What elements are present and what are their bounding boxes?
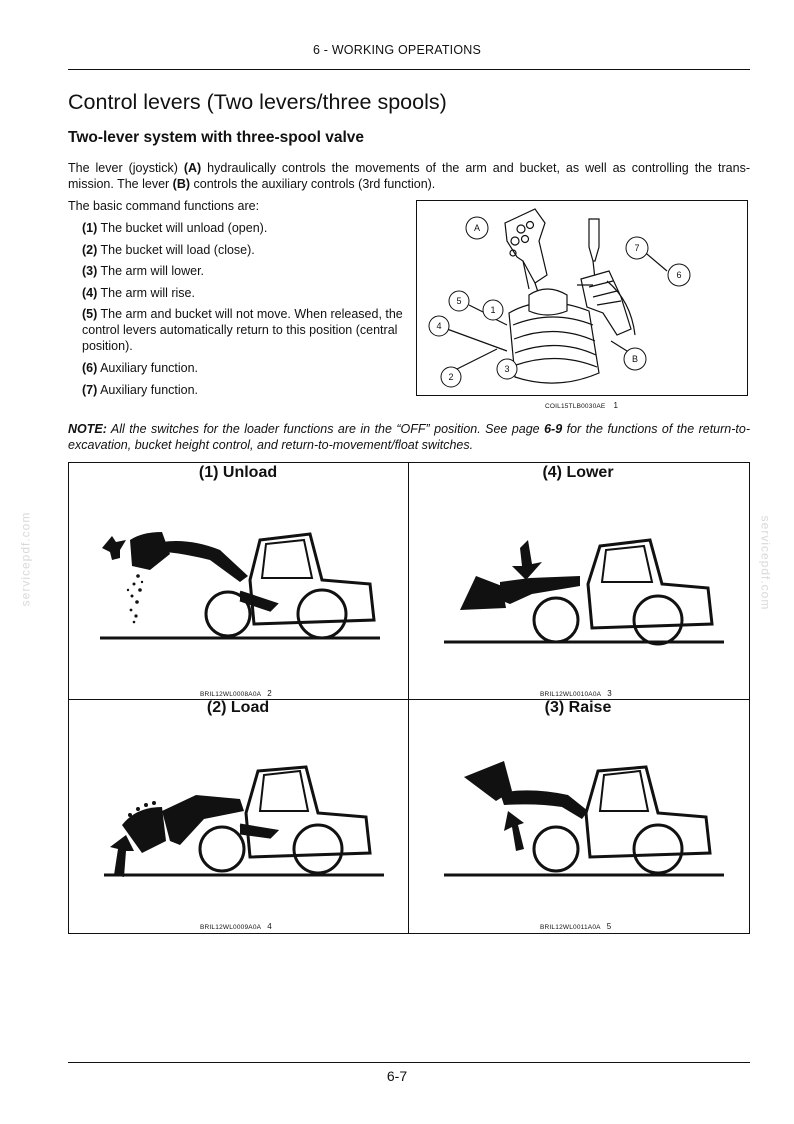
function-text: The arm and bucket will not move. When released, the control levers automatically return to this position (central position). — [82, 307, 403, 353]
function-item — [82, 263, 404, 279]
lever-illustration — [417, 201, 747, 395]
intro-text-1: The lever (joystick) — [68, 161, 184, 175]
function-text: Auxiliary function. — [97, 361, 199, 375]
panel-title-raise: (3) Raise — [544, 699, 612, 716]
svg-text:B: B — [631, 354, 639, 364]
function-text: Auxiliary function. — [97, 383, 199, 397]
panel-number: 3 — [607, 689, 612, 698]
callout-3 — [497, 359, 517, 379]
function-item — [82, 360, 404, 376]
svg-text:2: 2 — [448, 372, 454, 382]
function-item — [82, 220, 404, 236]
page-title: Control levers (Two levers/three spools) — [68, 90, 447, 114]
lever-figure — [416, 200, 748, 396]
panel-title-load: (2) Load — [206, 699, 270, 716]
callout-6 — [668, 264, 690, 286]
note-text-1: All the switches for the loader functions are in the “OFF” position. See page — [106, 422, 545, 436]
callout-2 — [441, 367, 461, 387]
panel-caption — [200, 922, 272, 931]
function-number: (5) — [82, 307, 98, 321]
watermark-left: servicepdf.com — [18, 511, 33, 607]
function-item — [82, 285, 404, 301]
svg-text:3: 3 — [504, 364, 510, 374]
arrow-up-icon — [504, 811, 524, 851]
svg-text:5: 5 — [456, 296, 462, 306]
panel-number: 5 — [606, 922, 612, 931]
footer-rule — [68, 1062, 750, 1063]
loader-load-illustration — [100, 755, 390, 885]
panel-title-unload: (1) Unload — [198, 464, 278, 481]
note-page-ref: 6-9 — [544, 422, 563, 436]
arrow-down-icon — [512, 540, 542, 580]
intro-lever-b: (B) — [172, 177, 191, 191]
note-text-2: for the functions of the return-to-excavation, bucket height control, and return-to-movement/float switches. — [68, 422, 750, 452]
function-number: (7) — [82, 383, 98, 397]
intro-text-3: controls the auxiliary controls (3rd function). — [190, 177, 436, 191]
callout-a — [466, 217, 488, 239]
svg-text:A: A — [473, 223, 481, 233]
loader-lower-illustration — [440, 520, 730, 650]
function-number: (2) — [82, 243, 98, 257]
function-number: (4) — [82, 286, 98, 300]
note-paragraph — [68, 421, 750, 453]
panel-number: 2 — [267, 689, 272, 698]
function-text: The arm will rise. — [97, 286, 195, 300]
spill-particles — [127, 574, 143, 623]
function-item — [82, 382, 404, 398]
function-number: (1) — [82, 221, 98, 235]
panel-number: 4 — [267, 922, 272, 931]
panel-caption-code: BRIL12WL0008A0A — [200, 691, 262, 698]
svg-text:6: 6 — [676, 270, 682, 280]
svg-text:1: 1 — [490, 305, 496, 315]
figure-caption-code: COIL15TLB0030AE — [545, 403, 606, 410]
panel-caption — [540, 922, 611, 931]
panel-caption-code: BRIL12WL0009A0A — [200, 924, 262, 931]
intro-text-2: hydraulically controls the movements of the arm and bucket, as well as controlling the trans- mission. The lever — [68, 161, 750, 191]
loader-raise-illustration — [440, 755, 730, 885]
panel-caption-code: BRIL12WL0010A0A — [540, 691, 602, 698]
page-number: 6-7 — [386, 1068, 408, 1084]
panel-caption-code: BRIL12WL0011A0A — [540, 924, 601, 931]
function-text: The arm will lower. — [97, 264, 205, 278]
callout-4 — [429, 316, 449, 336]
basic-functions-label: The basic command functions are: — [68, 199, 260, 213]
function-number: (3) — [82, 264, 98, 278]
callout-b — [624, 348, 646, 370]
intro-lever-a: (A) — [183, 161, 202, 175]
function-item — [82, 242, 404, 258]
callout-5 — [449, 291, 469, 311]
arrow-up-icon — [110, 835, 134, 877]
loader-unload-illustration — [90, 520, 390, 650]
function-text: The bucket will unload (open). — [97, 221, 268, 235]
callout-7 — [626, 237, 648, 259]
grid-divider-vertical — [408, 462, 409, 934]
panel-title-lower: (4) Lower — [542, 464, 614, 481]
function-item — [82, 306, 404, 354]
section-subtitle: Two-lever system with three-spool valve — [68, 129, 365, 146]
svg-text:7: 7 — [634, 243, 640, 253]
function-text: The bucket will load (close). — [97, 243, 255, 257]
intro-paragraph — [68, 160, 750, 192]
function-number: (6) — [82, 361, 98, 375]
panel-caption — [200, 689, 272, 698]
note-label: NOTE: — [68, 422, 107, 436]
header-rule — [68, 69, 750, 70]
figure-caption — [545, 401, 618, 410]
running-header: 6 - WORKING OPERATIONS — [312, 43, 482, 57]
figure-number: 1 — [613, 401, 619, 410]
panel-caption — [540, 689, 612, 698]
callout-1 — [483, 300, 503, 320]
svg-text:4: 4 — [436, 321, 442, 331]
watermark-right: servicepdf.com — [758, 515, 773, 611]
